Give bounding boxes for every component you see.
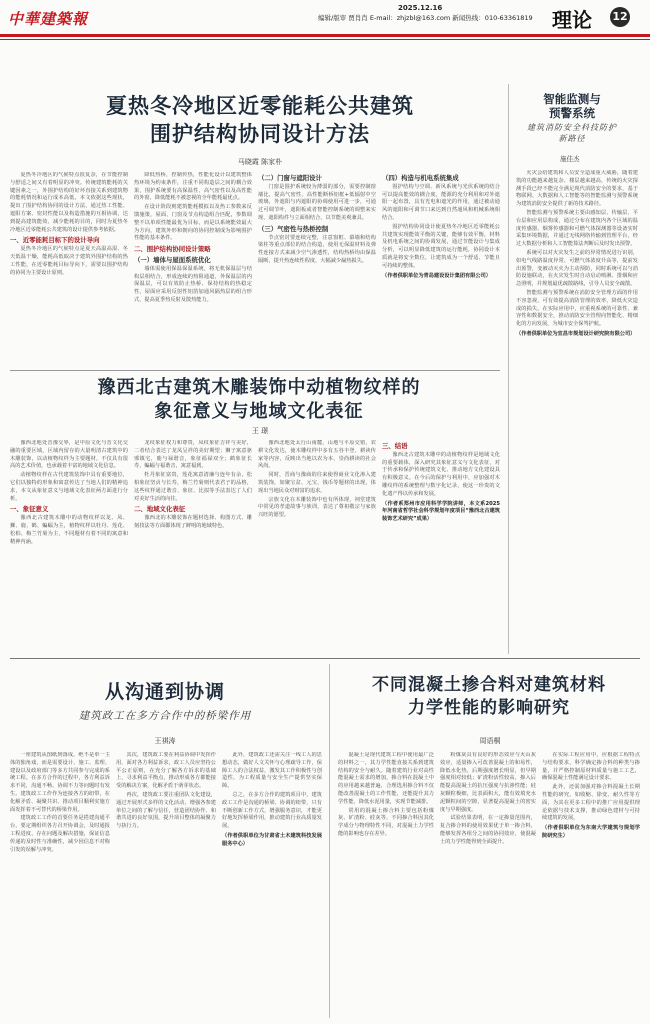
paragraph: 龙纹象征权力和尊贵，凤纹象征吉祥与美好，二者结合表达了龙凤呈祥的美好期望；狮子寓意驱邪镇宅，鹿与禄谐音，象征福禄双全；鹤象征长寿，蝙蝠与福谐音，寓意福到。 (134, 440, 252, 470)
lower-column-divider (329, 664, 330, 1018)
section-heading: 一、象征意义 (10, 505, 49, 514)
paragraph: 粉煤灰具有良好的形态效应与火山灰效应，适量掺入可改善混凝土的和易性，降低水化热，后期强度增长明显，但早期强度相对较低；矿渣粉活性较高，掺入后能提高混凝土的抗压强度与抗渗性能；硅灰颗粒极细，比表面积大，能有效填充水泥颗粒间的空隙，显著提高混凝土的密实度与早期强度。 (440, 752, 536, 813)
sidebar-subtitle (520, 122, 624, 144)
article3-column-2 (116, 752, 216, 1018)
paragraph: 一座建筑从图纸到落成，绝不是单一主体的独角戏，而是需要设计、施工、监理、建设以及政府部门等多方共同参与完成的系统工程。在多方合作的过程中，各方利益诉求不同，沟通不畅、协调不力等问题时有发生。建筑政工工作作为连接各方的纽带，在化解矛盾、凝聚共识、推动项目顺利实施方面发挥着不可替代的桥梁作用。 (10, 752, 110, 813)
newspaper-logo: 中華建築報 (8, 10, 89, 28)
paragraph: 此外，还需加强对掺合料混凝土长期性能的研究，如收缩、徐变、耐久性等方面，为其在更多工程中的推广应用提供理论依据与技术支撑，推动绿色建材与可持续建筑的发展。 (542, 784, 640, 822)
article3-author: 王祺涛 (154, 737, 176, 745)
paragraph: 夏热冬冷地区的气候特点很复杂，在节能控制与舒适之间又有着明显的冲突。传统建筑能耗的关键因素之一，外围护结构的好坏直接关系到建筑物的能耗情况和运行成本高低，本文依据这些现状，提出了围护结构协同的设计方法，通过热工性能、遮阳方案、密封性能以及构造措施的互相协调，达到提高建筑能效、减少能耗的目的，同时为夏热冬冷地区近零能耗公共建筑的设计提供参考依据。 (10, 172, 128, 233)
article4-title-line2: 力学性能的影响研究 (408, 698, 570, 718)
paragraph: 豫西北古建筑木雕中的动植物纹样是地域文化的重要载体，深入研究其象征意义与文化表征，对于传承和保护传统建筑文化、推动地方文化建设具有积极意义。在今后的保护与利用中，应加强对木雕纹样的系统整理与数字化记录，使这一珍贵的文化遗产得以传承和发展。 (382, 451, 500, 497)
article4-column-3 (542, 752, 640, 1018)
sidebar-title (512, 92, 632, 120)
article1-column-2 (134, 172, 252, 364)
paragraph: 牡丹象征富贵，莲花寓意清廉与连年有余，松柏象征坚贞与长寿，梅兰竹菊则代表君子的品格，这些纹样通过谐音、象征、比拟等手法表达了人们对美好生活的向往。 (134, 472, 252, 502)
sidebar-divider (508, 84, 509, 654)
sidebar-title-line2: 预警系统 (549, 106, 595, 120)
paragraph: 夏热冬冷地区的气候特点是夏天高温高湿、冬天低温干燥，能耗高低取决于建筑外围护结构的热工性能，在近零能耗目标导向下，需要以围护结构的协同为主要设计原则。 (10, 246, 128, 276)
article1-author: 马晓霞 陈家朴 (237, 158, 283, 166)
article2-column-4 (382, 440, 500, 648)
article1-column-4 (382, 172, 500, 364)
paragraph: 火灾会给建筑和人员安全造成重大威胁，随着建筑的功能越来越复杂、楼层越来越高，传统的火灾探测手段已经不能完全满足现代消防安全的要求，基于物联网、大数据和人工智能等的智能监测与预警系统为建筑消防安全提供了新的技术路径。 (516, 170, 638, 208)
paragraph: 豫西北地处晋豫交界，是中原文化与晋文化交融的重要区域，区域内留存的大量明清古建筑中的木雕装饰，以动植物纹样为主要题材，不仅具有很高的艺术价值，也承载着丰富的地域文化信息。 (10, 440, 128, 470)
article2-author: 王 璟 (251, 427, 269, 435)
article1-title-line2: 围护结构协同设计方法 (150, 122, 370, 146)
paragraph: 总之，在多方合作的建筑项目中，建筑政工工作是沟通的桥梁、协调的纽带，只有不断创新工作方式，增强服务意识，才能更好地发挥桥梁作用，推动建筑行业高质量发展。 (222, 791, 322, 830)
article1-column-3 (258, 172, 376, 364)
paragraph: 此外，建筑政工还需关注一线工人的思想动态，做好人文关怀与心理疏导工作，保障工人的合法权益，激发其工作积极性与创造性，为工程质量与安全生产提供坚实保障。 (222, 752, 322, 790)
paragraph: 门窗是围护系统较为薄弱的部分，需要控制窗墙比，提高气密性，高性能断桥铝框+低辐射中空玻璃，外遮阳与内遮阳的协调使用可进一步，可通过可调节叶，遮阳板或者智能控制系统的调整来实现，遮阳构件与立面相结合，以节能美观兼具。 (258, 183, 376, 221)
sidebar-subtitle-line1: 建筑消防安全科技防护 (527, 123, 617, 132)
section-heading: 二、地域文化表征 (134, 505, 186, 514)
subsection-heading: （三）气密性与热桥控制 (258, 224, 329, 233)
article-divider (10, 370, 500, 371)
article2-title-line2: 象征意义与地域文化表征 (154, 401, 364, 422)
section-heading: 二、围护结构协同设计策略 (134, 245, 211, 254)
paragraph: 系统可以对火灾发生之前的异常情况进行识别，如电气线路温度异常、可燃气体浓度升高等，提前发出预警，变被动灭火为主动预防，同时系统可以与消防设施联动，在火灾发生时自动启动喷淋、排烟和应急照明，并规划最优疏散路线，引导人员安全疏散。 (516, 249, 638, 288)
masthead-rule-thick (0, 34, 650, 37)
section-heading: 三、结语 (382, 442, 408, 450)
paragraph: 其次，建筑政工要在利益协调中发挥作用，面对各方利益诉求，政工人员应坚持公平公正原则，在充分了解各方诉求的基础上，寻求利益平衡点，推动形成各方都能接受的解决方案，化解矛盾于萌芽状态。 (116, 752, 216, 790)
article4-credit: （作者供职单位为东南大学建筑与规划学院研究生） (542, 825, 640, 839)
article1-title-line1: 夏热冬冷地区近零能耗公共建筑 (106, 94, 414, 118)
article2-column-1 (10, 440, 128, 648)
sidebar-title-line1: 智能监测与 (543, 92, 601, 106)
paragraph: 在设计阶段则建筑能耗模拟以及热工参数来反馈施策，屋面、门窗及节点构造组合匹配，参数调整不以单项性能最优为目标，而是以系统能效最大为方向，建筑外形和朝向的协同控制成为影响围护性能的基本条件。 (134, 204, 252, 242)
paragraph: 建筑政工工作的首要任务是搭建沟通平台，要定期组织各方召开协调会，及时通报工程进度、存在问题及解决措施，保证信息传递的及时性与准确性，减少因信息不对称引发的误解与冲突。 (10, 815, 110, 853)
paragraph: 常用的混凝土掺合料主要包括粉煤灰、矿渣粉、硅灰等，不同掺合料因其化学成分与物理特性不同，对混凝土力学性能的影响也存在差异。 (338, 807, 434, 837)
paragraph: 围护结构协同设计使夏热冬冷地区近零能耗公共建筑实现能效平衡的关键，能够有效平衡，材料及机电系统之间的协调发展，通过节能设计与集成分析，可以明显降低建筑的运行能耗，协同设计本质就是将安全数位，让建筑成为一个舒适、节能且可持续的整体。 (382, 223, 500, 269)
sidebar-subtitle-line2: 新路径 (558, 134, 586, 143)
paragraph: 降低热桥，控制传热，性能化设计以建筑整体热环境为约束条件，注重不同构造层之间的耦合效果，围护系统要有高保温性、高气密性以及高性能的外窗，降低能耗不被忽视的全年能耗最优点。 (134, 172, 252, 202)
masthead-rule-thin (0, 39, 650, 40)
article3-subtitle: 建筑政工在多方合作中的桥梁作用 (78, 710, 252, 722)
article4-title (336, 674, 642, 720)
issue-date: 2025.12.16 (398, 4, 443, 12)
paragraph: 智能监测与预警系统主要由感知层、传输层、平台层和应用层构成，通过分布在建筑内各个区域的温度传感器、烟雾传感器和可燃气体探测器等设备实时采集环境数据，并通过无线网络传输到管理平台，经过大数据分析和人工智能算法判断后及时发出预警。 (516, 209, 638, 248)
lower-divider (10, 658, 640, 659)
sidebar-credit: （作者供职单位为宜昌市规划设计研究院有限公司） (516, 330, 636, 337)
subsection-heading: （四）构造与机电系统集成 (382, 174, 459, 182)
article2-credit: （作者系郑州市应用科学学院讲师，本文系2025年河南省哲学社会科学规划年度项目“豫西北古建筑装饰艺术研究”成果） (382, 500, 500, 523)
sidebar-author: 施佳杰 (560, 155, 580, 163)
article2-title (14, 376, 504, 424)
article3-column-1 (10, 752, 110, 1018)
sidebar-column (516, 170, 638, 646)
paragraph: 节点密封要连续完整，注意窗框、幕墙和结构梁柱等重点部位的结合构造，使用无保温材料及弹性连接方式来减少空气渗透性，结构热桥均由保温隔断，提升热连续性程度，大幅减少漏热损失。 (258, 234, 376, 264)
paragraph: 再次，建筑政工要注重团队文化建设，通过开展形式多样的文化活动，增强各参建单位之间的了解与信任，营造团结协作、和谐共进的良好氛围，提升项目整体的凝聚力与执行力。 (116, 791, 216, 830)
article4-column-2 (440, 752, 536, 1018)
paragraph: 墙体需使用保温保温系统，将无机保温层与结构层相结合，形成连续的热阻通道，外保温层的内保温层，可以有效防止热桥、保持结构的热稳定性，屋面应采用反射性铝箔加通风隔热层的组合形式，提高夏季热反射及散热能力。 (134, 265, 252, 303)
article4-column-1 (338, 752, 434, 1018)
article3-credit: （作者供职单位为甘肃省土木建筑科技发展服务中心） (222, 832, 322, 847)
article1-credit: （作者供职单位为青岛建设设计集团有限公司） (382, 272, 491, 279)
paragraph: 智能监测与预警系统在消防安全管理方面的作用不容忽视，可有效提高消防管理的效率，降低火灾造成的损失。在实际应用中，应重视系统的可靠性、兼容性和数据安全，推动消防安全管理向智能化、精细化的方向发展，为城市安全保驾护航。 (516, 289, 638, 328)
article2-title-line1: 豫西北古建筑木雕装饰中动植物纹样的 (97, 377, 421, 398)
article2-column-3 (258, 440, 376, 648)
paragraph: 豫西北古建筑木雕中的动物纹样以龙、凤、狮、鹿、鹤、蝙蝠为主，植物纹样以牡丹、莲花、松柏、梅兰竹菊为主，不同题材有着不同的寓意和精神内涵。 (10, 515, 128, 545)
paragraph: 同时，晋商与豫商的往来使得商业文化渗入建筑装饰，如聚宝盆、元宝、钱币等题材的出现，体现出当地民众对财富的追求。 (258, 472, 376, 494)
article4-title-line1: 不同混凝土掺合料对建筑材料 (372, 675, 606, 695)
article4-author: 周语桐 (479, 737, 501, 745)
section-heading: 一、近零能耗目标下的设计导向 (10, 236, 100, 245)
paragraph: 围护结构与空调、新风系统与光伏系统的结合可以提高能效的耦合度，能源的充分利用和对外遮阳一起布置，具有光电和遮光的作用，通过被动通风的遮阳和可调节口来达到自然通风和机械系统相结合。 (382, 183, 500, 221)
paragraph: 动植物纹样在古代建筑装饰中具有重要地位，它们以独特的形象和寓意传达了当地人们的精神追求，本文从象征意义与地域文化表征两方面进行分析。 (10, 472, 128, 502)
article3-column-3 (222, 752, 322, 1018)
paragraph: 在实际工程应用中，应根据工程特点与结构要求，科学确定掺合料的种类与掺量，并严格控制原材料质量与施工工艺，确保混凝土性能满足设计要求。 (542, 752, 640, 782)
page-number-badge: 12 (610, 7, 630, 27)
paragraph: 豫西北的木雕装饰在题材选择、构图方式、雕刻技法等方面都体现了鲜明的地域特色。 (134, 515, 252, 529)
article2-column-2 (134, 440, 252, 648)
article3-title: 从沟通到协调 (104, 681, 225, 703)
paragraph: 宗族文化在木雕装饰中也有所体现，祠堂建筑中常见的孝道故事与族训，表达了尊祖敬宗与家族兴旺的愿望。 (258, 496, 376, 519)
issue-meta: 编辑/版审 贾肖肖 E-mail：zhjzbl@163.com 新闻热线：010-63361819 (318, 14, 533, 22)
subsection-heading: （一）墙体与屋面系统优化 (134, 255, 211, 264)
article1-title (20, 92, 500, 148)
article1-column-1 (10, 172, 128, 364)
section-name: 理论 (552, 8, 592, 32)
paragraph: 试验结果表明，在一定掺量范围内，复合掺合料的使用效果优于单一掺合料，能够发挥各组分之间的协同效应，使混凝土的力学性能得到全面提升。 (440, 815, 536, 845)
paragraph: 豫西北地处太行山南麓，山地与平原交错，农耕文化发达，使木雕纹样中多有五谷丰登、耕读传家等内容，反映出当地以农为本、崇尚耕读的社会风尚。 (258, 440, 376, 470)
paragraph: 混凝土是现代建筑工程中使用最广泛的材料之一，其力学性能直接关系到建筑结构的安全与耐久。随着建筑行业对高性能混凝土需求的增加，掺合料在混凝土中的应用越来越普遍，合理选用掺合料不仅能改善混凝土的工作性能，还能提升其力学性能，降低水泥用量，实现节能减排。 (338, 752, 434, 805)
subsection-heading: （二）门窗与遮阳设计 (258, 174, 322, 182)
